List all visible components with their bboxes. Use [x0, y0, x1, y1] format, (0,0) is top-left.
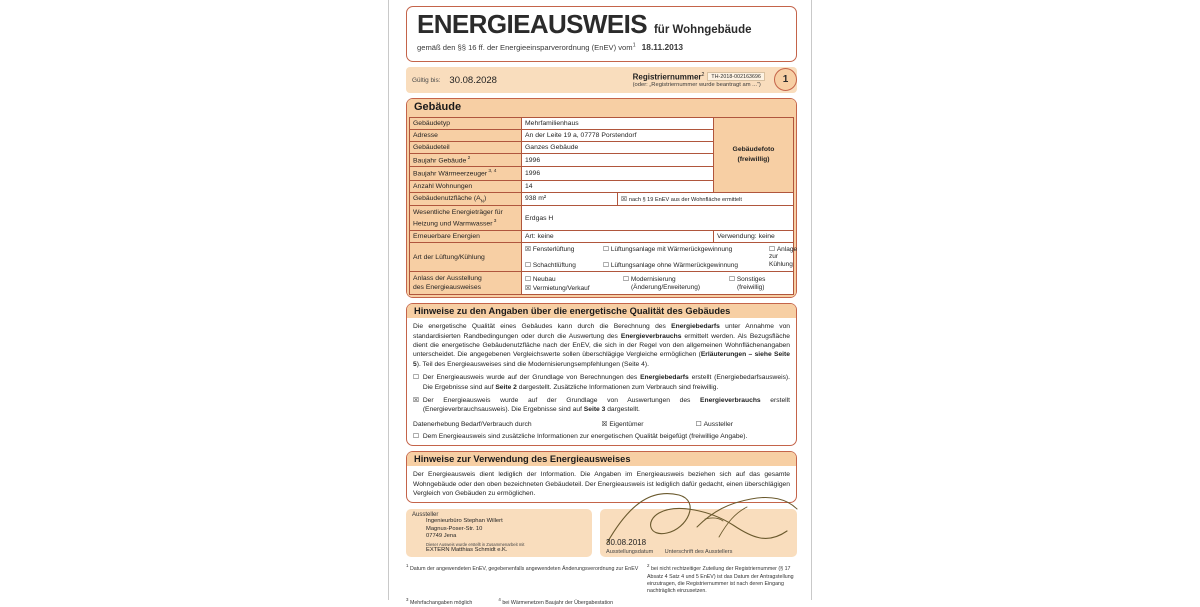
table-row	[410, 243, 794, 272]
legal-basis-text: gemäß den §§ 16 ff. der Energieeinsparverordnung (EnEV) vom	[417, 43, 633, 52]
notes-quality-paragraph: Die energetische Qualität eines Gebäudes kann durch die Berechnung des Energiebedarfs unter Annahme von standardisierten Randbedingungen oder durch die Auswertung des Energieverbrauchs ermittelt werden. Als Bezugsfläche dient die energetische Gebäudenutzfläche nach der EnEV, die sich in der Regel von den allgemeinen Wohnflächenangaben unterscheidet. Die angegebenen Vergleichswerte sollen überschlägige Vergleiche ermöglichen (Erläuterungen – siehe Seite 5). Teil des Energieausweises sind die Modernisierungsempfehlungen (Seite 4).	[413, 323, 791, 368]
option-anlage-zur[interactable]	[769, 245, 797, 260]
option-label: Fensterlüftung	[532, 246, 575, 254]
row-value: 1996	[522, 154, 714, 167]
option-neubau[interactable]	[525, 275, 623, 283]
option-fensterl-ftung[interactable]	[525, 245, 603, 260]
row-label: Adresse	[410, 130, 522, 142]
row-value: Ganzes Gebäude	[522, 142, 714, 154]
title-block	[406, 6, 797, 62]
row-label: Gebäudeteil	[410, 142, 522, 154]
checkbox[interactable]: ☐	[525, 261, 531, 270]
notes-usage-paragraph: Der Energieausweis dient lediglich der Information. Die Angaben im Energieausweis beziehen sich auf das gesamte Wohngebäude oder den oben bezeichneten Gebäudeteil. Der Energieausweis ist lediglich dafür gedacht, einen überschlägigen Vergleich von Gebäuden zu ermöglichen.	[413, 471, 790, 498]
notes-usage-heading: Hinweise zur Verwendung des Energieausweises	[407, 452, 796, 466]
valid-until-value: 30.08.2028	[449, 74, 497, 86]
row-value: Mehrfamilienhaus	[522, 118, 714, 130]
document-subtitle: für Wohngebäude	[653, 24, 752, 36]
option-nach-19-enev-aus-der-wohnfl-che-ermittelt[interactable]	[621, 194, 742, 203]
footnote-1-text: Datum der angewendeten EnEV, gegebenenfalls angewendeten Änderungsverordnung zur EnEV	[409, 566, 639, 573]
document-title: ENERGIEAUSWEIS	[417, 9, 647, 39]
checkbox[interactable]: ☒	[525, 283, 531, 292]
energy-certificate-page	[388, 0, 812, 606]
ventilation-options	[522, 243, 798, 272]
extra-info-option[interactable]	[413, 432, 790, 441]
issuer-box	[406, 509, 592, 557]
signature-box	[600, 509, 797, 557]
data-collection-owner[interactable]	[602, 420, 696, 428]
valid-until-label: Gültig bis:	[412, 76, 441, 84]
signature-label: Unterschrift des Ausstellers	[664, 549, 733, 556]
occasion-options	[522, 272, 794, 295]
footnote-4	[498, 596, 613, 607]
area-note	[618, 192, 794, 205]
option-vermietung-verkauf[interactable]	[525, 284, 623, 292]
energy-carrier-label: Wesentliche Energieträger für Heizung und Warmwasser $^3$	[410, 205, 522, 230]
option-l-ftungsanlage-ohne-w-rmer-ckgewinnung[interactable]	[603, 261, 769, 269]
renewables-type: Art: keine	[522, 231, 714, 243]
issue-date-value: 30.08.2018	[606, 538, 647, 548]
option-label: Lüftungsanlage ohne Wärmerückgewinnung	[610, 262, 739, 270]
table-row	[410, 192, 794, 205]
area-value: 938 m²	[522, 192, 618, 205]
issuer-row	[406, 509, 797, 557]
ventilation-label: Art der Lüftung/Kühlung	[410, 243, 522, 272]
footnotes-columns	[406, 562, 797, 595]
footnote-3	[406, 596, 472, 607]
option-k-hlung	[769, 261, 797, 269]
row-value: 1996	[522, 167, 714, 180]
table-row	[410, 272, 794, 295]
extra-info-text: Dem Energieausweis sind zusätzliche Informationen zur energetischen Qualität beigefügt (freiwillige Angabe).	[422, 432, 748, 440]
page-number-badge: 1	[774, 68, 797, 91]
building-table-wrapper	[407, 115, 796, 297]
footnotes-block	[406, 562, 797, 607]
owner-checkbox[interactable]: ☒	[601, 419, 608, 428]
energy-demand-checkbox[interactable]: ☐	[413, 373, 419, 382]
registration-number-value: TH-2018-002163696	[707, 72, 765, 81]
notes-quality-body	[407, 318, 796, 445]
option-label: Schachtlüftung	[532, 262, 576, 270]
footnote-4-number: 4	[498, 596, 501, 602]
option-nderung-erweiterung	[623, 284, 729, 292]
footnote-2-number: 2	[647, 563, 650, 569]
owner-label: Eigentümer	[609, 420, 644, 428]
registration-block	[633, 72, 791, 89]
checkbox[interactable]: ☐	[769, 245, 775, 254]
energy-demand-option-text: Der Energieausweis wurde auf der Grundlage von Berechnungen des Energiebedarfs erstellt (Energiebedarfsausweis). Die Ergebnisse sind auf Seite 2 dargestellt. Zusätzliche Informationen zum Verbrauch sind freiwillig.	[422, 374, 791, 391]
energy-demand-option[interactable]	[413, 373, 790, 392]
option-label: Anlage zur	[769, 246, 798, 261]
issuer-city: 07749 Jena	[426, 533, 457, 540]
notes-quality-section	[406, 303, 797, 446]
checkbox[interactable]: ☐	[525, 274, 531, 283]
footnote-3-number: 3	[406, 596, 409, 602]
legal-basis-footnote-ref: 1	[632, 42, 636, 49]
legal-basis-date: 18.11.2013	[641, 42, 684, 52]
table-row	[410, 205, 794, 230]
data-collection-row	[413, 420, 790, 428]
registration-note: (oder: „Registriernummer wurde beantragt am ...“)	[632, 82, 761, 89]
notes-usage-body	[407, 466, 796, 502]
option-label: nach § 19 EnEV aus der Wohnfläche ermittelt	[628, 196, 742, 203]
row-label: Baujahr Wärmeerzeuger $^{3, 4}$	[410, 167, 522, 180]
checkbox[interactable]: ☐	[729, 274, 735, 283]
issuer-checkbox[interactable]: ☐	[695, 419, 702, 428]
energy-consumption-checkbox[interactable]: ☒	[413, 396, 419, 404]
area-label: Gebäudenutzfläche $(A_N)$	[410, 192, 522, 205]
checkbox[interactable]: ☒	[525, 245, 531, 254]
option-label: (Änderung/Erweiterung)	[631, 283, 701, 291]
option-label: Modernisierung	[630, 275, 676, 283]
footnote-2	[647, 562, 797, 595]
row-value: An der Leite 19 a, 07778 Porstendorf	[522, 130, 714, 142]
renewables-use: Verwendung: keine	[714, 231, 794, 243]
checkbox[interactable]: ☐	[603, 245, 609, 254]
energy-consumption-option[interactable]	[413, 396, 790, 415]
energy-consumption-option-text: Der Energieausweis wurde auf der Grundlage von Auswertungen des Energieverbrauchs erstellt (Energieverbrauchsausweis). Die Ergebnisse sind auf Seite 3 dargestellt.	[422, 397, 790, 414]
data-collection-label: Datenerhebung Bedarf/Verbrauch durch	[413, 420, 532, 428]
footnotes-extra-row	[406, 596, 797, 607]
energy-carrier-value: Erdgas H	[522, 205, 794, 230]
issuer-name: Ingenieurbüro Stephan Willert	[426, 518, 503, 525]
building-table	[409, 117, 798, 295]
option-label: Vermietung/Verkauf	[532, 284, 590, 292]
renewables-label: Erneuerbare Energien	[410, 231, 522, 243]
registration-line	[633, 72, 765, 82]
issuer-label: Aussteller	[703, 420, 733, 428]
table-row	[410, 231, 794, 243]
footnote-4-text: bei Wärmenetzen Baujahr der Übergabestation	[502, 599, 614, 606]
option-label: (freiwillig)	[737, 283, 765, 291]
footnote-1-number: 1	[406, 563, 409, 569]
notes-quality-heading: Hinweise zu den Angaben über die energetische Qualität des Gebäudes	[407, 304, 796, 318]
row-label: Gebäudetyp	[410, 118, 522, 130]
footnote-3-text: Mehrfachangaben möglich	[409, 599, 473, 606]
option-label: Kühlung	[769, 261, 793, 269]
checkbox[interactable]: ☐	[603, 261, 609, 270]
building-section-heading: Gebäude	[407, 99, 796, 115]
checkbox[interactable]: ☐	[623, 274, 629, 283]
data-collection-issuer[interactable]	[696, 420, 790, 428]
occasion-label: Anlass der Ausstellung des Energieausweises	[410, 272, 522, 295]
footnote-1	[406, 562, 639, 595]
table-row	[410, 118, 794, 130]
option-label: Neubau	[532, 275, 556, 283]
notes-usage-section	[406, 451, 797, 503]
validity-registration-row	[406, 67, 797, 93]
issue-date-label: Ausstellungsdatum	[606, 549, 654, 556]
option-label: Sonstiges	[736, 275, 766, 283]
option-l-ftungsanlage-mit-w-rmer-ckgewinnung[interactable]	[603, 245, 769, 260]
row-value: 14	[522, 180, 714, 192]
building-section	[406, 98, 797, 298]
option-label: Lüftungsanlage mit Wärmerückgewinnung	[610, 246, 733, 254]
row-label: Baujahr Gebäude $^2$	[410, 154, 522, 167]
building-photo-placeholder: Gebäudefoto (freiwillig)	[714, 118, 794, 193]
row-label: Anzahl Wohnungen	[410, 180, 522, 192]
option-sonstiges[interactable]	[729, 275, 790, 283]
option-modernisierung[interactable]	[623, 275, 729, 283]
registration-label: Registriernummer$^2$	[632, 71, 705, 82]
footnote-2-text: bei nicht rechtzeitiger Zuteilung der Registriernummer (§ 17 Absatz 4 Satz 4 und 5 EnEV) ist das Datum der Antragstellung einzutragen, die Registriernummer ist nach deren Eingang nachträglich einzusetzen.	[647, 566, 794, 595]
option-freiwillig	[729, 284, 790, 292]
issuer-street: Magnus-Poser-Str. 10	[426, 525, 483, 532]
issuer-cooperation-note: Dieser Ausweis wurde erstellt in Zusammenarbeit mit	[426, 541, 525, 547]
issuer-label: Aussteller	[412, 512, 439, 519]
title-row	[417, 9, 788, 39]
legal-basis-line	[417, 42, 788, 52]
issuer-partner: EXTERN Matthias Schmidt e.K.	[426, 546, 508, 553]
extra-info-checkbox[interactable]: ☐	[413, 431, 419, 440]
checkbox[interactable]: ☒	[621, 194, 627, 203]
option-schachtl-ftung[interactable]	[525, 261, 603, 269]
